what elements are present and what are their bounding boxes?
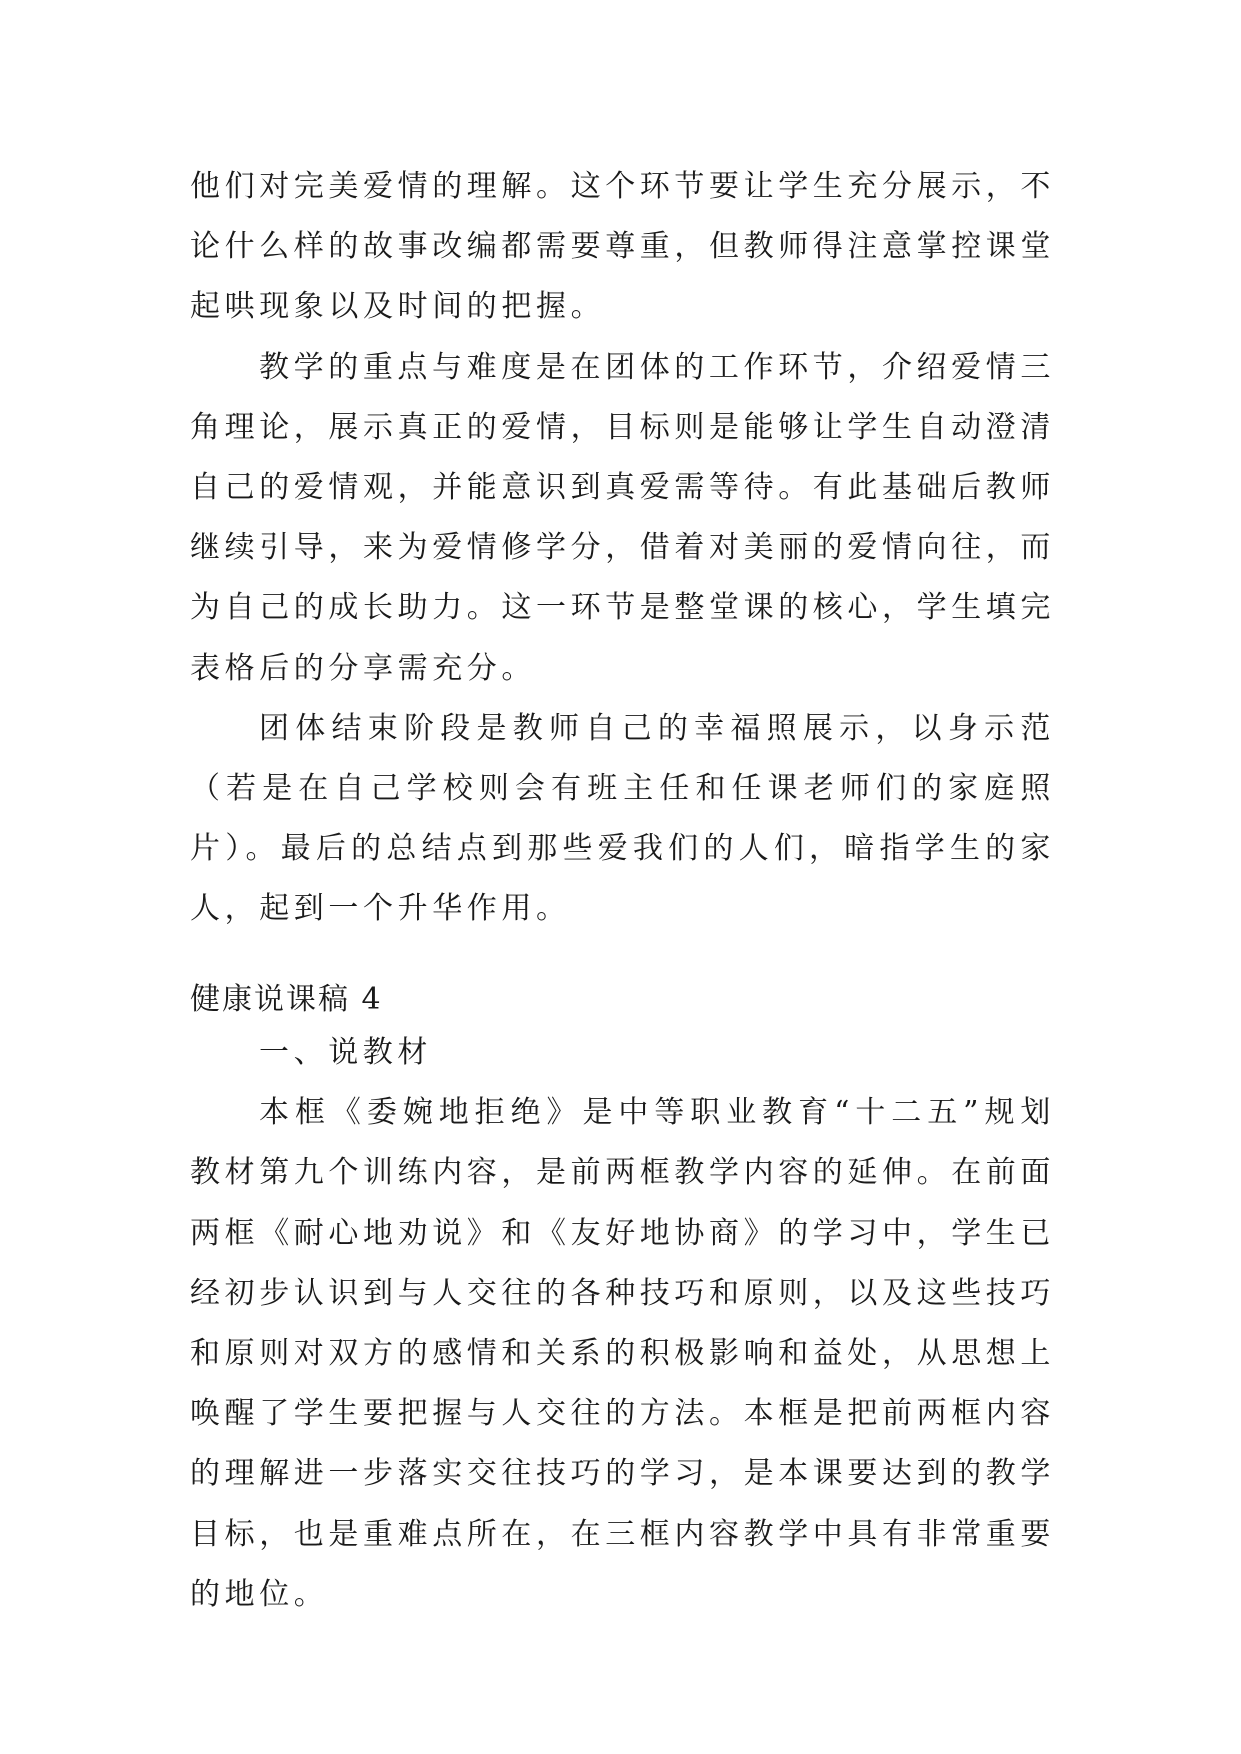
- paragraph-teaching-focus: 教学的重点与难度是在团体的工作环节，介绍爱情三角理论，展示真正的爱情，目标则是能够让学生自动澄清自己的爱情观，并能意识到真爱需等待。有此基础后教师继续引导，来为爱情修学分，借着对美丽的爱情向往，而为自己的成长助力。这一环节是整堂课的核心，学生填完表格后的分享需充分。: [190, 349, 1055, 686]
- lower-text-block: [190, 1023, 1055, 1625]
- section-heading: 健康说课稿 4: [190, 982, 383, 1017]
- continuation-paragraph: 他们对完美爱情的理解。这个环节要让学生充分展示，不论什么样的故事改编都需要尊重，但教师得注意掌控课堂起哄现象以及时间的把握。: [190, 169, 1055, 325]
- paragraph-group-ending: 团体结束阶段是教师自己的幸福照展示，以身示范（若是在自己学校则会有班主任和任课老师们的家庭照片）。最后的总结点到那些爱我们的人们，暗指学生的家人，起到一个升华作用。: [190, 710, 1055, 927]
- upper-text-block: [190, 157, 1055, 940]
- paragraph-textbook-intro: 本框《委婉地拒绝》是中等职业教育“十二五”规划教材第九个训练内容，是前两框教学内容的延伸。在前面两框《耐心地劝说》和《友好地协商》的学习中，学生已经初步认识到与人交往的各种技巧和原则，以及这些技巧和原则对双方的感情和关系的积极影响和益处，从思想上唤醒了学生要把握与人交往的方法。本框是把前两框内容的理解进一步落实交往技巧的学习，是本课要达到的教学目标，也是重难点所在，在三框内容教学中具有非常重要的地位。: [190, 1095, 1055, 1612]
- subsection-heading: 一、说教材: [259, 1035, 432, 1070]
